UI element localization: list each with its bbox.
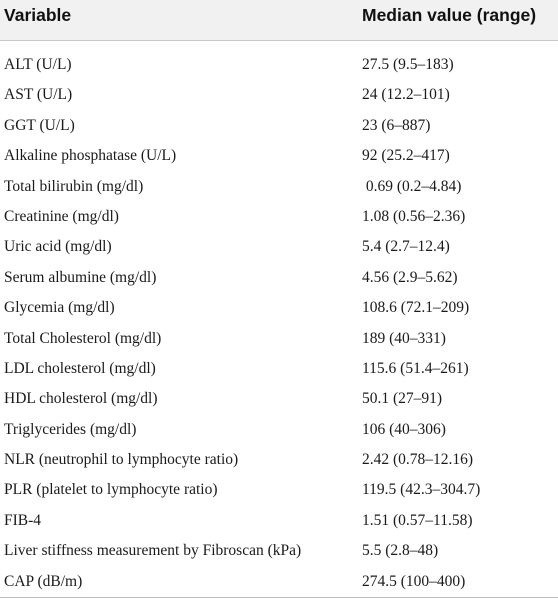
cell-median-value: 24 (12.2–101) [362, 86, 450, 104]
cell-variable: Glycemia (mg/dl) [4, 299, 115, 317]
cell-variable: CAP (dB/m) [4, 572, 83, 590]
cell-variable: FIB-4 [4, 511, 42, 529]
cell-variable: LDL cholesterol (mg/dl) [4, 359, 156, 377]
cell-variable: Alkaline phosphatase (U/L) [4, 147, 177, 165]
cell-median-value: 2.42 (0.78–12.16) [362, 451, 474, 469]
cell-variable: HDL cholesterol (mg/dl) [4, 390, 158, 408]
cell-median-value: 189 (40–331) [362, 329, 446, 347]
cell-variable: Creatinine (mg/dl) [4, 207, 119, 225]
cell-median-value: 1.08 (0.56–2.36) [362, 207, 466, 225]
table-row [0, 567, 558, 597]
table-row [0, 445, 558, 475]
cell-median-value: 119.5 (42.3–304.7) [362, 481, 481, 499]
cell-median-value: 5.5 (2.8–48) [362, 542, 439, 560]
table-row [0, 293, 558, 323]
cell-variable: PLR (platelet to lymphocyte ratio) [4, 481, 218, 499]
cell-median-value: 115.6 (51.4–261) [362, 359, 469, 377]
table-row [0, 111, 558, 141]
table-row [0, 354, 558, 384]
table-row [0, 324, 558, 354]
table-row [0, 384, 558, 414]
cell-variable: Total bilirubin (mg/dl) [4, 177, 144, 195]
cell-variable: ALT (U/L) [4, 56, 72, 73]
cell-variable: Liver stiffness measurement by Fibroscan (kPa) [4, 542, 302, 560]
cell-median-value: 0.69 (0.2–4.84) [362, 177, 462, 195]
cell-variable: GGT (U/L) [4, 116, 75, 134]
cell-median-value: 5.4 (2.7–12.4) [362, 238, 450, 256]
table-row [0, 202, 558, 232]
cell-variable: NLR (neutrophil to lymphocyte ratio) [4, 451, 239, 469]
table-row [0, 536, 558, 566]
table-row [0, 475, 558, 505]
cell-median-value: 4.56 (2.9–5.62) [362, 268, 458, 286]
table-row [0, 80, 558, 110]
table-row [0, 263, 558, 293]
cell-median-value: 27.5 (9.5–183) [362, 56, 454, 73]
table-row [0, 172, 558, 202]
table-row [0, 415, 558, 445]
header-variable: Variable [4, 5, 72, 25]
table-body [0, 50, 558, 597]
cell-median-value: 1.51 (0.57–11.58) [362, 511, 473, 529]
header-median-value: Median value (range) [362, 5, 537, 25]
cell-median-value: 92 (25.2–417) [362, 147, 450, 165]
table-row [0, 141, 558, 171]
cell-variable: Total Cholesterol (mg/dl) [4, 329, 162, 347]
cell-variable: Uric acid (mg/dl) [4, 238, 112, 256]
cell-variable: Serum albumine (mg/dl) [4, 268, 157, 286]
table-row [0, 50, 558, 80]
cell-variable: Triglycerides (mg/dl) [4, 420, 137, 438]
table-bottom-rule [0, 597, 558, 598]
cell-median-value: 23 (6–887) [362, 116, 431, 134]
cell-median-value: 274.5 (100–400) [362, 572, 466, 590]
cell-median-value: 106 (40–306) [362, 420, 446, 438]
table-row [0, 506, 558, 536]
table-row [0, 232, 558, 262]
cell-median-value: 108.6 (72.1–209) [362, 299, 470, 317]
cell-variable: AST (U/L) [4, 86, 73, 104]
cell-median-value: 50.1 (27–91) [362, 390, 443, 408]
table-header [0, 0, 558, 41]
